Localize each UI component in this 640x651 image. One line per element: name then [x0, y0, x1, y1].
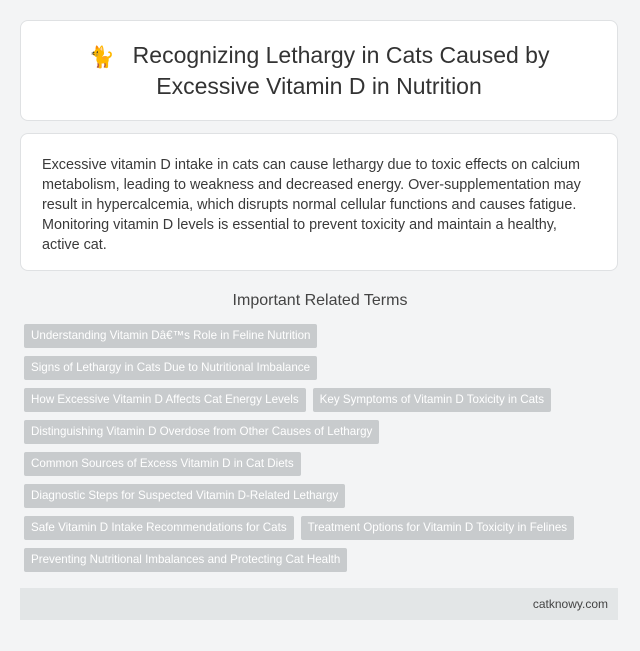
related-term-tag[interactable]: Key Symptoms of Vitamin D Toxicity in Cats [313, 388, 551, 412]
related-term-tag[interactable]: Common Sources of Excess Vitamin D in Cat Diets [24, 452, 301, 476]
related-term-tag[interactable]: How Excessive Vitamin D Affects Cat Energy Levels [24, 388, 306, 412]
tag-row [24, 356, 624, 380]
tag-row [24, 420, 624, 444]
related-term-tag[interactable]: Distinguishing Vitamin D Overdose from Other Causes of Lethargy [24, 420, 379, 444]
summary-card [20, 133, 618, 271]
related-term-tag[interactable]: Diagnostic Steps for Suspected Vitamin D-Related Lethargy [24, 484, 345, 508]
related-term-tag[interactable]: Safe Vitamin D Intake Recommendations for Cats [24, 516, 294, 540]
tag-row [24, 484, 624, 508]
related-term-tag[interactable]: Understanding Vitamin Dâ€™s Role in Feline Nutrition [24, 324, 317, 348]
summary-text: Excessive vitamin D intake in cats can cause lethargy due to toxic effects on calcium metabolism, leading to weakness and decreased energy. Over-supplementation may result in hypercalcemia, which disrupts normal cellular functions and causes fatigue. Monitoring vitamin D levels is essential to prevent toxicity and maintain a healthy, active cat. [42, 157, 581, 253]
tag-row [24, 324, 624, 348]
footer-site-link[interactable]: catknowy.com [532, 597, 608, 611]
footer [20, 588, 618, 620]
page-title [59, 41, 579, 101]
tag-row [24, 548, 624, 572]
related-term-tag[interactable]: Signs of Lethargy in Cats Due to Nutritional Imbalance [24, 356, 317, 380]
title-card [20, 20, 618, 121]
page-title-text: Recognizing Lethargy in Cats Caused by Excessive Vitamin D in Nutrition [132, 41, 550, 99]
related-term-tag[interactable]: Treatment Options for Vitamin D Toxicity in Felines [301, 516, 574, 540]
cat-icon: 🐈 [88, 45, 115, 69]
tag-row [24, 388, 624, 412]
related-terms-heading: Important Related Terms [232, 292, 408, 309]
tag-row [24, 516, 624, 540]
related-terms-list [24, 324, 624, 580]
related-term-tag[interactable]: Preventing Nutritional Imbalances and Protecting Cat Health [24, 548, 347, 572]
tag-row [24, 452, 624, 476]
